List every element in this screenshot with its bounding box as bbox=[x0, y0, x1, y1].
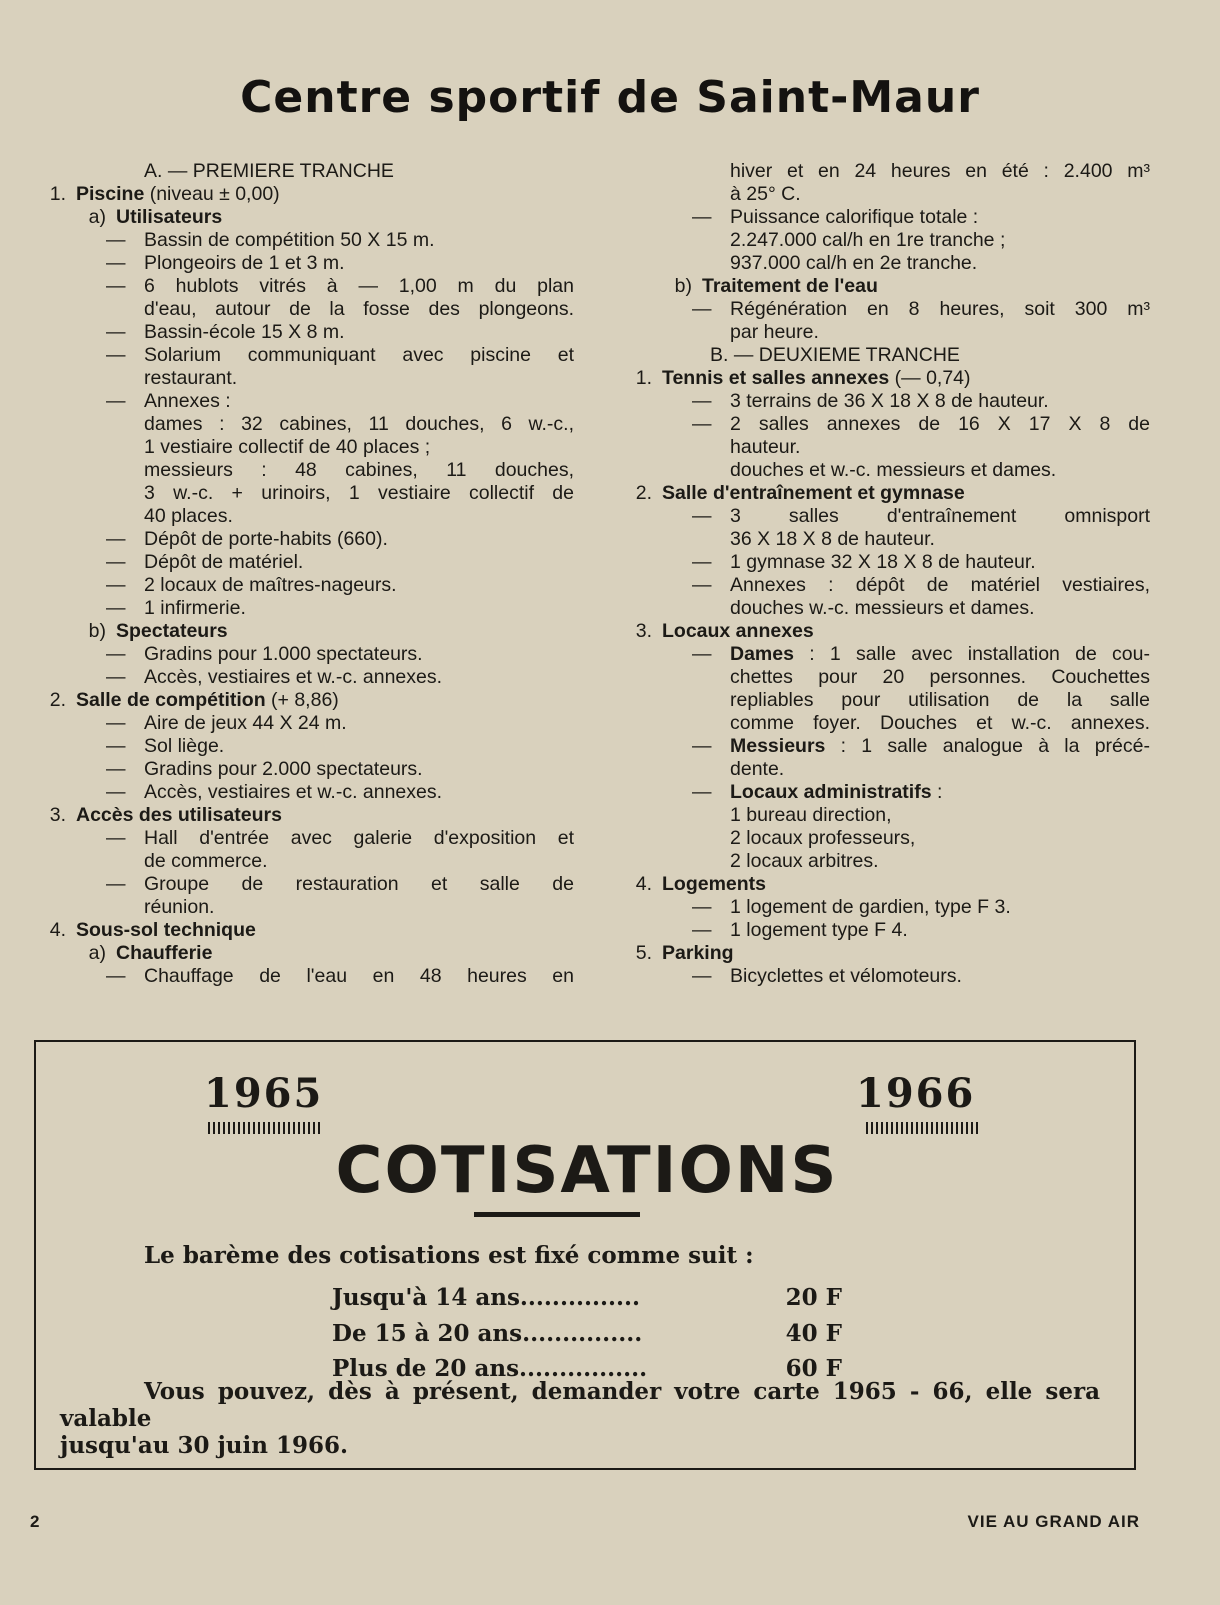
year-left: 1965 bbox=[204, 1070, 324, 1117]
item-number: b) bbox=[88, 620, 106, 642]
item-heading: Tennis et salles annexes bbox=[662, 367, 890, 389]
text-line bbox=[34, 896, 574, 919]
cotisations-title: COTISATIONS bbox=[335, 1134, 839, 1208]
item-text: 1 bureau direction, bbox=[730, 804, 892, 826]
text-line bbox=[34, 183, 574, 206]
dash-marker: — bbox=[692, 206, 712, 228]
item-text: par heure. bbox=[730, 321, 819, 343]
notice-line: Vous pouvez, dès à présent, demander votre carte 1965 - 66, elle sera valable bbox=[60, 1378, 1100, 1432]
item-text: chettes pour 20 personnes. Couchettes bbox=[730, 666, 1150, 688]
text-line bbox=[34, 781, 574, 804]
page-title: Centre sportif de Saint-Maur bbox=[240, 72, 980, 123]
text-line bbox=[620, 781, 1150, 804]
item-number: a) bbox=[88, 942, 106, 964]
rate-leader: ............... bbox=[519, 1284, 641, 1311]
text-line bbox=[620, 413, 1150, 436]
item-heading: Dames bbox=[730, 643, 794, 665]
dash-marker: — bbox=[106, 643, 126, 665]
dash-marker: — bbox=[106, 275, 126, 297]
item-text: 2 locaux professeurs, bbox=[730, 827, 916, 849]
text-line bbox=[34, 873, 574, 896]
item-text: douches et w.-c. messieurs et dames. bbox=[730, 459, 1057, 481]
dash-marker: — bbox=[106, 321, 126, 343]
item-text: Hall d'entrée avec galerie d'exposition et bbox=[144, 827, 574, 849]
dash-marker: — bbox=[692, 919, 712, 941]
item-heading: Traitement de l'eau bbox=[702, 275, 878, 297]
item-heading: Parking bbox=[662, 942, 734, 964]
item-text: (+ 8,86) bbox=[265, 689, 339, 711]
text-line bbox=[620, 643, 1150, 666]
item-text: 3 terrains de 36 X 18 X 8 de hauteur. bbox=[730, 390, 1049, 412]
dash-marker: — bbox=[692, 781, 712, 803]
text-line bbox=[34, 505, 574, 528]
dash-marker: — bbox=[106, 735, 126, 757]
dash-marker: — bbox=[106, 597, 126, 619]
text-line bbox=[34, 919, 574, 942]
text-line bbox=[620, 183, 1150, 206]
item-text: comme foyer. Douches et w.-c. annexes. bbox=[730, 712, 1150, 734]
left-column bbox=[34, 160, 574, 988]
dash-marker: — bbox=[106, 574, 126, 596]
item-text: Annexes : bbox=[144, 390, 231, 412]
rate-leader: ............... bbox=[522, 1320, 643, 1347]
item-text: Puissance calorifique totale : bbox=[730, 206, 979, 228]
text-line bbox=[34, 528, 574, 551]
text-line bbox=[620, 206, 1150, 229]
dash-marker: — bbox=[692, 551, 712, 573]
barcode-decoration-right bbox=[866, 1122, 978, 1134]
text-line bbox=[620, 505, 1150, 528]
item-text: Solarium communiquant avec piscine et bbox=[144, 344, 574, 366]
item-text: réunion. bbox=[144, 896, 215, 918]
text-line bbox=[620, 850, 1150, 873]
dash-marker: — bbox=[106, 781, 126, 803]
barcode-decoration-left bbox=[208, 1122, 320, 1134]
cotisations-notice bbox=[60, 1378, 1100, 1459]
item-heading: Salle de compétition bbox=[76, 689, 266, 711]
dash-marker: — bbox=[692, 643, 712, 665]
text-line bbox=[34, 551, 574, 574]
text-line bbox=[34, 574, 574, 597]
item-text: Aire de jeux 44 X 24 m. bbox=[144, 712, 347, 734]
text-line bbox=[34, 620, 574, 643]
text-line bbox=[34, 459, 574, 482]
dash-marker: — bbox=[692, 413, 712, 435]
item-number: 5. bbox=[635, 942, 652, 964]
dash-marker: — bbox=[106, 252, 126, 274]
item-text: 2 locaux de maîtres-nageurs. bbox=[144, 574, 397, 596]
text-line bbox=[620, 321, 1150, 344]
item-text: 1 vestiaire collectif de 40 places ; bbox=[144, 436, 431, 458]
text-line bbox=[34, 643, 574, 666]
text-line bbox=[620, 804, 1150, 827]
text-line bbox=[620, 942, 1150, 965]
text-line bbox=[34, 367, 574, 390]
text-line bbox=[34, 298, 574, 321]
notice-line: jusqu'au 30 juin 1966. bbox=[60, 1432, 349, 1459]
item-heading: Piscine bbox=[76, 183, 145, 205]
item-text: 1 logement de gardien, type F 3. bbox=[730, 896, 1011, 918]
text-line bbox=[34, 965, 574, 988]
item-text: (niveau ± 0,00) bbox=[144, 183, 280, 205]
text-line bbox=[620, 436, 1150, 459]
item-heading: Chaufferie bbox=[116, 942, 213, 964]
rate-row bbox=[332, 1284, 842, 1311]
item-text: Gradins pour 1.000 spectateurs. bbox=[144, 643, 423, 665]
text-line bbox=[620, 275, 1150, 298]
dash-marker: — bbox=[106, 390, 126, 412]
item-number: 3. bbox=[635, 620, 652, 642]
text-line bbox=[620, 758, 1150, 781]
section-heading bbox=[620, 344, 1150, 367]
item-text: : bbox=[931, 781, 943, 803]
dash-marker: — bbox=[692, 735, 712, 757]
item-text: repliables pour utilisation de la salle bbox=[730, 689, 1150, 711]
item-text: dente. bbox=[730, 758, 785, 780]
text-line bbox=[620, 574, 1150, 597]
item-text: Accès, vestiaires et w.-c. annexes. bbox=[144, 781, 443, 803]
item-heading: Sous-sol technique bbox=[76, 919, 256, 941]
item-number: 4. bbox=[635, 873, 652, 895]
text-line bbox=[620, 597, 1150, 620]
text-line bbox=[34, 758, 574, 781]
item-text: Chauffage de l'eau en 48 heures en bbox=[144, 965, 574, 987]
text-line bbox=[620, 896, 1150, 919]
page-number: 2 bbox=[30, 1512, 40, 1531]
item-text: : 1 salle analogue à la précé- bbox=[825, 735, 1150, 757]
item-heading: Logements bbox=[662, 873, 767, 895]
dash-marker: — bbox=[692, 390, 712, 412]
item-text: 36 X 18 X 8 de hauteur. bbox=[730, 528, 935, 550]
text-line bbox=[34, 735, 574, 758]
text-line bbox=[34, 712, 574, 735]
item-text: Dépôt de matériel. bbox=[144, 551, 304, 573]
item-text: Bassin de compétition 50 X 15 m. bbox=[144, 229, 435, 251]
item-text: Gradins pour 2.000 spectateurs. bbox=[144, 758, 423, 780]
text-line bbox=[34, 666, 574, 689]
text-line bbox=[34, 413, 574, 436]
item-number: 3. bbox=[49, 804, 66, 826]
item-number: a) bbox=[88, 206, 106, 228]
item-heading: Spectateurs bbox=[116, 620, 228, 642]
text-line bbox=[620, 666, 1150, 689]
text-line bbox=[620, 160, 1150, 183]
text-line bbox=[620, 528, 1150, 551]
text-line bbox=[620, 873, 1150, 896]
item-text: hauteur. bbox=[730, 436, 801, 458]
text-line bbox=[620, 965, 1150, 988]
dash-marker: — bbox=[106, 666, 126, 688]
item-text: : 1 salle avec installation de cou- bbox=[793, 643, 1150, 665]
rate-label: De 15 à 20 ans bbox=[332, 1320, 523, 1347]
item-text: d'eau, autour de la fosse des plongeons. bbox=[144, 298, 574, 320]
text-line bbox=[620, 482, 1150, 505]
cotisations-box bbox=[34, 1040, 1136, 1470]
item-number: 4. bbox=[49, 919, 66, 941]
text-line bbox=[34, 344, 574, 367]
item-text: 3 salles d'entraînement omnisport bbox=[730, 505, 1150, 527]
dash-marker: — bbox=[692, 298, 712, 320]
item-text: Régénération en 8 heures, soit 300 m³ bbox=[730, 298, 1150, 320]
rate-label: Jusqu'à 14 ans bbox=[332, 1284, 520, 1311]
text-line bbox=[34, 482, 574, 505]
dash-marker: — bbox=[692, 505, 712, 527]
item-heading: Salle d'entraînement et gymnase bbox=[662, 482, 965, 504]
item-text: A. — PREMIERE TRANCHE bbox=[144, 160, 394, 182]
item-text: 1 gymnase 32 X 18 X 8 de hauteur. bbox=[730, 551, 1036, 573]
dash-marker: — bbox=[106, 712, 126, 734]
item-number: 1. bbox=[635, 367, 652, 389]
item-text: Bassin-école 15 X 8 m. bbox=[144, 321, 345, 343]
text-line bbox=[620, 919, 1150, 942]
rate-leader: ................ bbox=[519, 1355, 648, 1382]
item-text: 1 logement type F 4. bbox=[730, 919, 908, 941]
item-text: Dépôt de porte-habits (660). bbox=[144, 528, 388, 550]
item-text: 2 locaux arbitres. bbox=[730, 850, 879, 872]
right-column bbox=[620, 160, 1150, 988]
dash-marker: — bbox=[692, 896, 712, 918]
dash-marker: — bbox=[106, 229, 126, 251]
text-line bbox=[34, 827, 574, 850]
text-line bbox=[34, 252, 574, 275]
text-line bbox=[620, 827, 1150, 850]
item-text: Groupe de restauration et salle de bbox=[144, 873, 574, 895]
text-line bbox=[620, 551, 1150, 574]
item-text: Annexes : dépôt de matériel vestiaires, bbox=[730, 574, 1150, 596]
dash-marker: — bbox=[106, 344, 126, 366]
item-heading: Messieurs bbox=[730, 735, 826, 757]
rate-amount: 20 F bbox=[785, 1284, 842, 1311]
item-text: 3 w.-c. + urinoirs, 1 vestiaire collectif de bbox=[144, 482, 574, 504]
dash-marker: — bbox=[106, 965, 126, 987]
text-line bbox=[620, 229, 1150, 252]
text-line bbox=[620, 620, 1150, 643]
item-text: B. — DEUXIEME TRANCHE bbox=[710, 344, 960, 366]
item-text: Sol liège. bbox=[144, 735, 225, 757]
item-text: Accès, vestiaires et w.-c. annexes. bbox=[144, 666, 443, 688]
rate-row bbox=[332, 1320, 842, 1347]
magazine-title: VIE AU GRAND AIR bbox=[967, 1512, 1140, 1531]
rate-label: Plus de 20 ans bbox=[332, 1355, 520, 1382]
text-line bbox=[620, 735, 1150, 758]
year-right: 1966 bbox=[856, 1070, 976, 1117]
item-text: 1 infirmerie. bbox=[144, 597, 246, 619]
item-text: dames : 32 cabines, 11 douches, 6 w.-c., bbox=[144, 413, 574, 435]
item-text: Plongeoirs de 1 et 3 m. bbox=[144, 252, 345, 274]
dash-marker: — bbox=[106, 528, 126, 550]
text-line bbox=[620, 390, 1150, 413]
text-line bbox=[34, 275, 574, 298]
item-text: messieurs : 48 cabines, 11 douches, bbox=[144, 459, 574, 481]
text-line bbox=[620, 712, 1150, 735]
item-heading: Locaux administratifs bbox=[730, 781, 932, 803]
item-number: 2. bbox=[49, 689, 66, 711]
dash-marker: — bbox=[692, 574, 712, 596]
text-line bbox=[34, 206, 574, 229]
title-underline bbox=[474, 1212, 640, 1217]
item-text: 40 places. bbox=[144, 505, 233, 527]
text-line bbox=[34, 390, 574, 413]
text-line bbox=[620, 367, 1150, 390]
text-line bbox=[34, 229, 574, 252]
item-number: b) bbox=[674, 275, 692, 297]
dash-marker: — bbox=[106, 827, 126, 849]
text-line bbox=[34, 942, 574, 965]
item-text: restaurant. bbox=[144, 367, 238, 389]
item-text: de commerce. bbox=[144, 850, 268, 872]
dash-marker: — bbox=[692, 965, 712, 987]
text-line bbox=[34, 850, 574, 873]
item-text: à 25° C. bbox=[730, 183, 801, 205]
section-heading bbox=[34, 160, 574, 183]
item-heading: Utilisateurs bbox=[116, 206, 223, 228]
item-text: douches w.-c. messieurs et dames. bbox=[730, 597, 1035, 619]
item-heading: Accès des utilisateurs bbox=[76, 804, 282, 826]
text-line bbox=[620, 689, 1150, 712]
text-line bbox=[34, 436, 574, 459]
dash-marker: — bbox=[106, 758, 126, 780]
item-text: 2.247.000 cal/h en 1re tranche ; bbox=[730, 229, 1006, 251]
item-text: (— 0,74) bbox=[889, 367, 971, 389]
cotisations-intro: Le barème des cotisations est fixé comme suit : bbox=[144, 1242, 754, 1269]
text-line bbox=[34, 321, 574, 344]
text-line bbox=[620, 252, 1150, 275]
item-text: 2 salles annexes de 16 X 17 X 8 de bbox=[730, 413, 1150, 435]
item-text: hiver et en 24 heures en été : 2.400 m³ bbox=[730, 160, 1150, 182]
rate-amount: 60 F bbox=[785, 1355, 842, 1382]
text-line bbox=[34, 804, 574, 827]
text-line bbox=[34, 689, 574, 712]
text-line bbox=[34, 597, 574, 620]
item-heading: Locaux annexes bbox=[662, 620, 814, 642]
item-text: Bicyclettes et vélomoteurs. bbox=[730, 965, 962, 987]
text-line bbox=[620, 459, 1150, 482]
item-number: 2. bbox=[635, 482, 652, 504]
dash-marker: — bbox=[106, 551, 126, 573]
item-text: 6 hublots vitrés à — 1,00 m du plan bbox=[144, 275, 574, 297]
text-line bbox=[620, 298, 1150, 321]
dash-marker: — bbox=[106, 873, 126, 895]
rate-amount: 40 F bbox=[785, 1320, 842, 1347]
item-text: 937.000 cal/h en 2e tranche. bbox=[730, 252, 978, 274]
item-number: 1. bbox=[49, 183, 66, 205]
